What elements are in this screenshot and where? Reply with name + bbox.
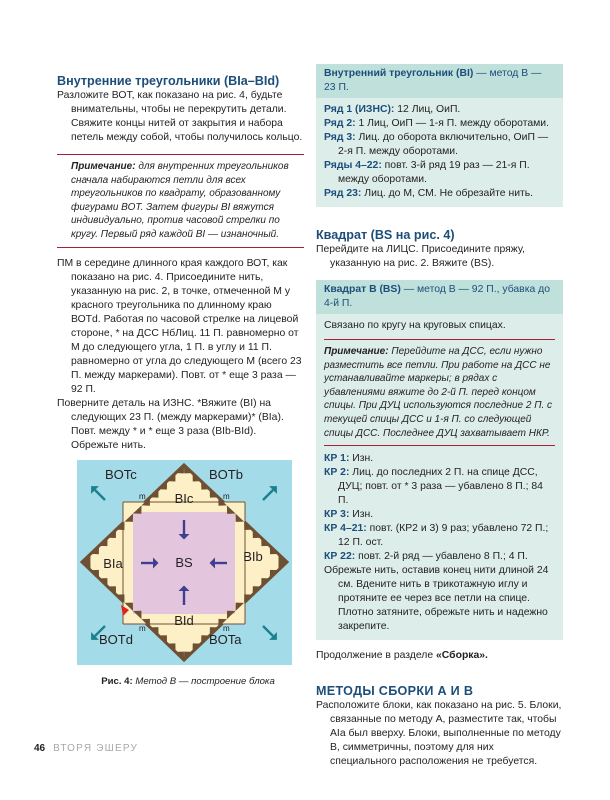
paragraph-square-intro: Перейдите на ЛИЦС. Присоедините пряжу, указанную на рис. 2. Вяжите (BS). [316, 244, 525, 269]
marker-m-top-left: m [139, 492, 146, 501]
box-title-rest: — метод B — 92 П., убавка до 4-й П. [324, 284, 550, 309]
label-bid: BId [174, 613, 194, 628]
caption-label: Рис. 4: [101, 676, 133, 687]
pattern-box-square [316, 280, 563, 640]
box-content [316, 314, 563, 640]
row-line: Ряд 3: Лиц. до оборота включительно, ОиП — 2-я П. между оборотами. [324, 132, 549, 157]
row-line: КР 4–21: повт. (КР2 и 3) 9 раз; убавлено 72 П.; 12 П. ост. [324, 523, 549, 549]
note-box [57, 154, 304, 248]
label-bib: BIb [243, 549, 263, 564]
note-label: Примечание: [71, 161, 136, 172]
marker-m-bottom-right: m [223, 624, 230, 633]
box-title-rest: — метод B — 23 П. [324, 68, 542, 93]
section-heading-square: Квадрат (BS на рис. 4) [316, 228, 455, 242]
label-botb: BOTb [209, 467, 243, 482]
paragraph-layout: Разложите ВОТ, как показано на рис. 4, будьте внимательны, чтобы не перекрутить детали. Свяжите концы нитей от закрытия и набора петель между собой, чтобы получилось кольцо. [57, 90, 303, 143]
label-bota: BOTa [209, 632, 242, 647]
right-column [316, 64, 563, 769]
page-number: 46 [34, 743, 46, 754]
paragraph-pm: ПМ в середине длинного края каждого ВОТ, как показано на рис. 4. Присоедините нить, указанную на рис. 2, в точке, отмеченной М у красного треугольника по длинному краю ВОТd. Работая по часовой стрелке на лицевой стороне, * на ДСС НбЛиц. 11 П. равномерно от М до следующего угла, 1 П. в углу и 11 П. равномерно от угла до следующего М (всего 23 П. между маркерами). Повт. от * еще 3 раза — 92 П. [57, 257, 302, 395]
row-line: Ряд 1 (ИЗНС): 12 Лиц, ОиП. [324, 104, 461, 115]
row-line: КР 1: Изн. [324, 453, 374, 465]
box-title-bold: Внутренний треугольник (BI) [324, 68, 474, 79]
caption-text: Метод B — построение блока [132, 676, 275, 687]
row-line: КР 2: Лиц. до последних 2 П. на спице ДСС, ДУЦ; повт. от * 3 раза — убавлено 8 П.; 84 П. [324, 467, 543, 507]
section-heading-inner-triangles: Внутренние треугольники (BIa–BId) [57, 74, 280, 88]
left-column [57, 73, 304, 453]
row-line: КР 22: повт. 2-й ряд — убавлено 8 П.; 4 П. [324, 551, 528, 563]
row-line: КР 3: Изн. [324, 509, 374, 521]
paragraph-turn: Поверните деталь на ИЗНС. *Вяжите (BI) на следующих 23 П. (между маркерами)* (BIa). Повт. между * и * еще 3 раза (BIb-BId). Обрежьте нить. [57, 397, 284, 451]
note-label: Примечание: [324, 346, 389, 357]
box-title [316, 280, 563, 314]
label-bs: BS [175, 555, 193, 570]
paragraph-assembly: Расположите блоки, как показано на рис. 5. Блоки, связанные по методу А, разместите так, чтобы AIa был вверху. Блоки, выполненные по методу В, симметричны, поэтому для них специального расположения не требуется. [316, 700, 562, 768]
marker-m-top-right: m [223, 492, 230, 501]
box-title-bold: Квадрат B (BS) [324, 284, 401, 295]
running-title: ВТОРЯ ЭШЕРУ [53, 743, 139, 754]
label-botd: BOTd [99, 632, 133, 647]
diagram-svg [77, 460, 292, 665]
block-construction-diagram [77, 460, 292, 665]
note-text: Перейдите на ДСС, если нужно разместить все петли. При работе на ДСС не устанавливайте маркеры; в рядах с убавлениями вяжите до 2-й П. перед концом спицы. При ДУЦ используются последние 2 П. с текущей спицы ДСС и 1-я П. со следующей спицы ДСС. Последнее ДУЦ захватывает НКР. [324, 346, 553, 439]
label-botc: BOTc [105, 467, 137, 482]
row-line: Ряд 23: Лиц. до М, СМ. Не обрезайте нить. [324, 188, 534, 199]
marker-m-bottom-left: m [139, 624, 146, 633]
label-bic: BIc [174, 491, 194, 506]
note-box [324, 339, 555, 446]
finishing-text: Обрежьте нить, оставив конец нити длиной 24 см. Вдените нить в трикотажную иглу и протяните ее через все петли на спице. Плотно затяните, обрежьте нить и надежно закрепите. [324, 565, 549, 633]
box-rows [316, 98, 563, 207]
row-line: Ряд 2: 1 Лиц, ОиП — 1-я П. между оборотами. [324, 118, 549, 129]
figure-caption [57, 675, 319, 689]
continue-line: Продолжение в разделе «Сборка». [316, 650, 488, 662]
box-title [316, 64, 563, 98]
note-text: для внутренних треугольников сначала набираются петли для всех треугольников по квадрату, образованному фигурами ВОТ. Затем фигуры BI вяжутся индивидуально, против часовой стрелки по кругу. Первый ряд каждой BI — изнаночный. [71, 161, 289, 240]
row-line: Ряды 4–22: повт. 3-й ряд 19 раз — 21-я П. между оборотами. [324, 160, 530, 185]
page-footer [34, 742, 138, 756]
label-bia: BIa [103, 556, 123, 571]
box-line: Связано по кругу на круговых спицах. [324, 320, 506, 331]
pattern-box-inner-triangle [316, 64, 563, 207]
section-heading-assembly: МЕТОДЫ СБОРКИ А И В [316, 684, 474, 699]
